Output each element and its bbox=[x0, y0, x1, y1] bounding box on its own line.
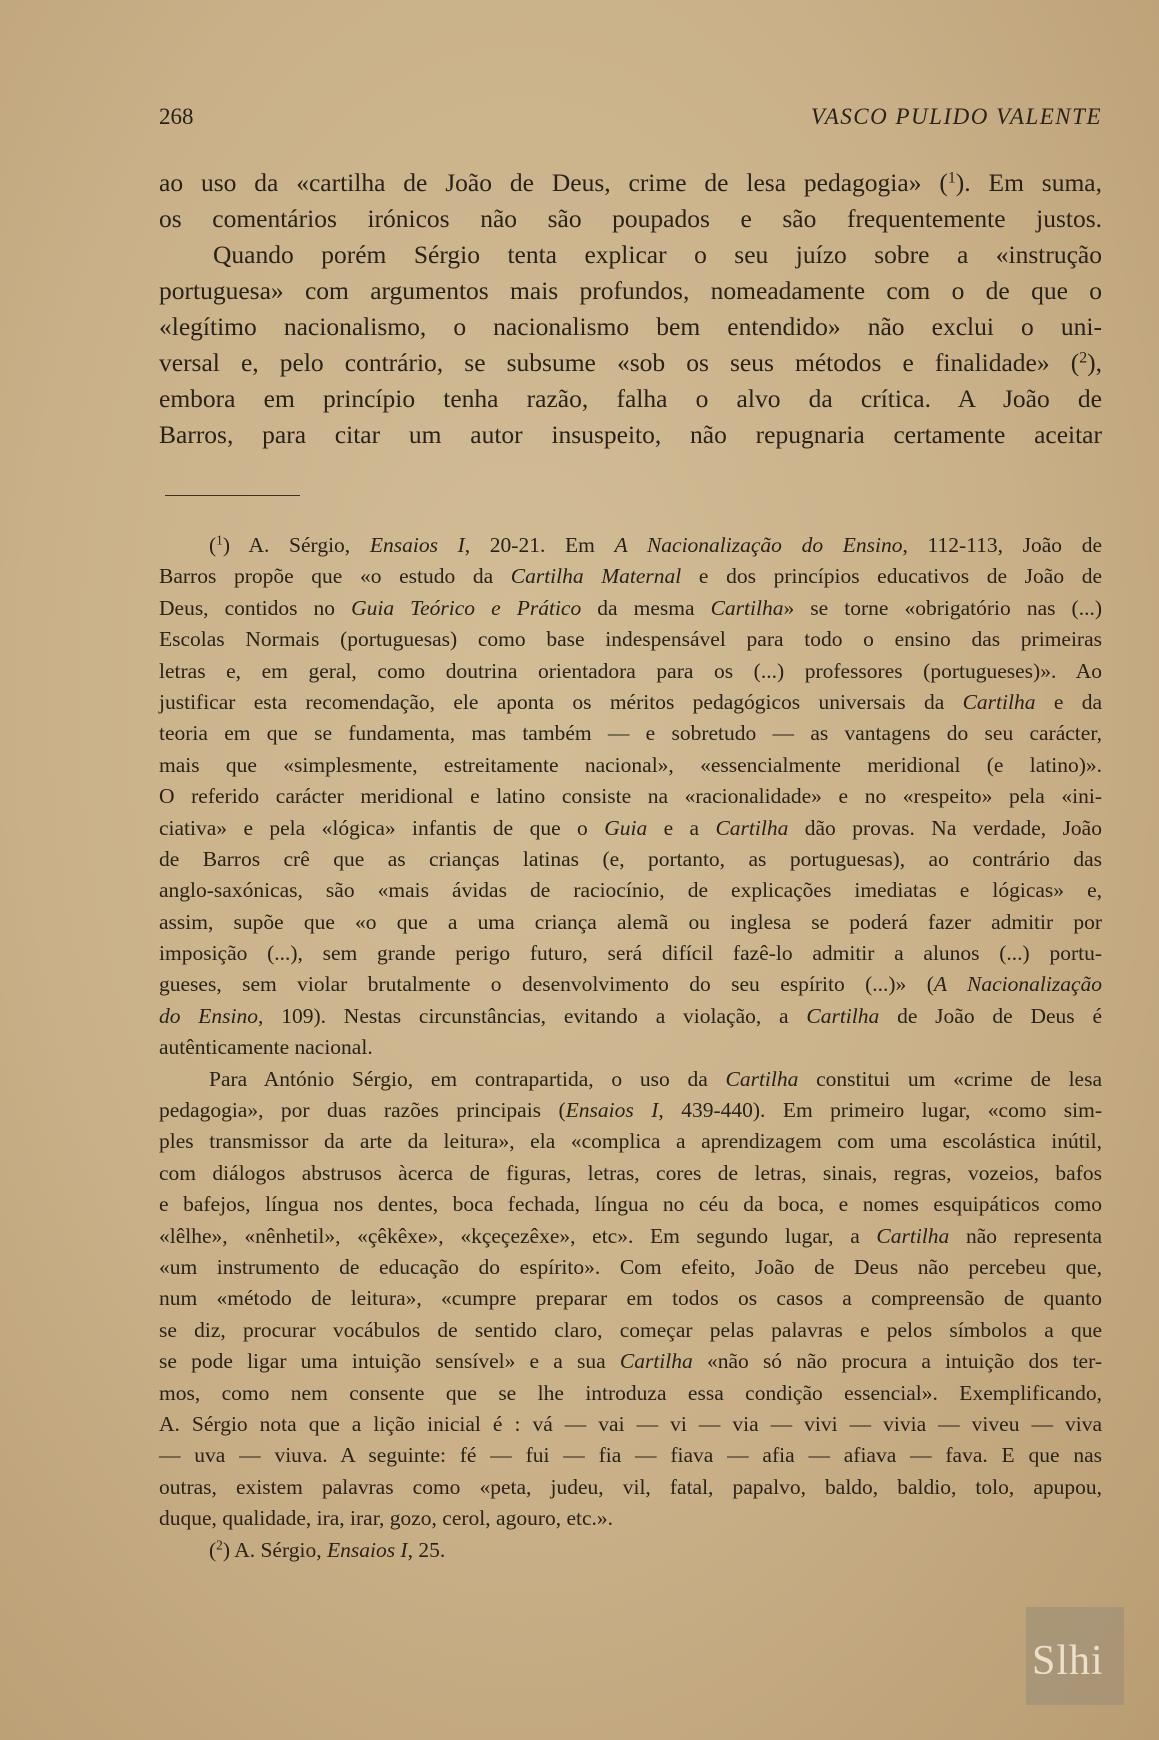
footnote-line: se pode ligar uma intuição sensível» e a sua Cartilha «não só não procura a intuição dos ter- bbox=[159, 1349, 1102, 1374]
body-line: versal e, pelo contrário, se subsume «sob os seus métodos e finalidade» ($^2$), bbox=[159, 348, 1102, 377]
body-text bbox=[159, 165, 1102, 453]
footnote-line: se diz, procurar vocábulos de sentido claro, começar pelas palavras e pelos símbolos a que bbox=[159, 1317, 1102, 1342]
footnote-line: imposição (...), sem grande perigo futuro, será difícil fazê-lo admitir a alunos (...) portu- bbox=[159, 941, 1102, 966]
watermark-text: Slhi bbox=[1032, 1638, 1104, 1684]
footnote-line: letras e, em geral, como doutrina orientadora para os (...) professores (portugueses)». Ao bbox=[159, 658, 1102, 683]
footnote-line: de Barros crê que as crianças latinas (e, portanto, as portuguesas), ao contrário das bbox=[159, 846, 1102, 871]
footnotes bbox=[159, 530, 1102, 1566]
footnote-2: ($^2$) A. Sérgio, Ensaios I, 25. bbox=[209, 1537, 446, 1562]
running-head: VASCO PULIDO VALENTE bbox=[810, 104, 1102, 129]
footnote-line: mos, como nem consente que se lhe introduza essa condição essencial». Exemplificando, bbox=[159, 1380, 1102, 1405]
footnote-line: assim, supõe que «o que a uma criança alemã ou inglesa se poderá fazer admitir por bbox=[159, 909, 1102, 934]
footnote-line: num «método de leitura», «cumpre preparar em todos os casos a compreensão de quanto bbox=[159, 1286, 1102, 1311]
footnote-line: ($^1$) A. Sérgio, Ensaios I, 20-21. Em A Nacionalização do Ensino, 112-113, João de bbox=[209, 532, 1102, 557]
footnote-line: com diálogos abstrusos àcerca de figuras, letras, cores de letras, sinais, regras, vozeios, bafos bbox=[159, 1160, 1102, 1185]
body-line: Barros, para citar um autor insuspeito, não repugnaria certamente aceitar bbox=[159, 420, 1102, 449]
footnote-line: gueses, sem violar brutalmente o desenvolvimento do seu espírito (...)» (A Nacionalização bbox=[159, 972, 1102, 997]
footnote-line: Deus, contidos no Guia Teórico e Prático da mesma Cartilha» se torne «obrigatório nas (...) bbox=[159, 595, 1102, 620]
watermark-logo bbox=[1026, 1607, 1124, 1705]
footnote-line: anglo-saxónicas, são «mais ávidas de raciocínio, de explicações imediatas e lógicas» e, bbox=[159, 878, 1102, 903]
footnote-line: mais que «simplesmente, estreitamente nacional», «essencialmente meridional (e latino)». bbox=[159, 752, 1102, 777]
footnote-line: «lêlhe», «nênhetil», «çêkêxe», «kçeçezêxe», etc». Em segundo lugar, a Cartilha não representa bbox=[159, 1223, 1102, 1248]
footnote-line: Escolas Normais (portuguesas) como base indespensável para todo o ensino das primeiras bbox=[159, 627, 1102, 652]
body-line: «legítimo nacionalismo, o nacionalismo bem entendido» não exclui o uni- bbox=[159, 312, 1102, 341]
page-header bbox=[159, 104, 1102, 136]
body-line: ao uso da «cartilha de João de Deus, crime de lesa pedagogia» ($^1$). Em suma, bbox=[159, 168, 1102, 197]
footnote-line: teoria em que se fundamenta, mas também — e sobretudo — as vantagens do seu carácter, bbox=[159, 721, 1102, 746]
body-line: Quando porém Sérgio tenta explicar o seu juízo sobre a «instrução bbox=[213, 240, 1102, 269]
footnote-line: do Ensino, 109). Nestas circunstâncias, evitando a violação, a Cartilha de João de Deus é bbox=[159, 1003, 1102, 1028]
footnote-line: «um instrumento de educação do espírito». Com efeito, João de Deus não percebeu que, bbox=[159, 1254, 1102, 1279]
body-line: os comentários irónicos não são poupados e são frequentemente justos. bbox=[159, 204, 1102, 233]
footnote-line: Para António Sérgio, em contrapartida, o uso da Cartilha constitui um «crime de lesa bbox=[209, 1066, 1103, 1091]
footnote-line: autênticamente nacional. bbox=[159, 1035, 373, 1060]
body-line: embora em princípio tenha razão, falha o alvo da crítica. A João de bbox=[159, 384, 1102, 413]
footnote-line: e bafejos, língua nos dentes, boca fechada, língua no céu da boca, e nomes esquipáticos como bbox=[159, 1192, 1102, 1217]
footnote-line: outras, existem palavras como «peta, judeu, vil, fatal, papalvo, baldo, baldio, tolo, apupou, bbox=[159, 1474, 1102, 1499]
footnote-line: justificar esta recomendação, ele aponta os méritos pedagógicos universais da Cartilha e da bbox=[159, 689, 1102, 714]
body-line: portuguesa» com argumentos mais profundos, nomeadamente com o de que o bbox=[159, 276, 1102, 305]
footnote-line: — uva — viuva. A seguinte: fé — fui — fia — fiava — afia — afiava — fava. E que nas bbox=[159, 1443, 1102, 1468]
footnote-line: duque, qualidade, ira, irar, gozo, cerol, agouro, etc.». bbox=[159, 1506, 614, 1531]
footnote-line: ples transmissor da arte da leitura», ela «complica a aprendizagem com uma escolástica inútil, bbox=[159, 1129, 1102, 1154]
footnote-line: Barros propõe que «o estudo da Cartilha Maternal e dos princípios educativos de João de bbox=[159, 564, 1102, 589]
footnote-line: pedagogia», por duas razões principais (Ensaios I, 439-440). Em primeiro lugar, «como sim- bbox=[159, 1098, 1103, 1123]
footnote-line: ciativa» e pela «lógica» infantis de que o Guia e a Cartilha dão provas. Na verdade, João bbox=[159, 815, 1102, 840]
footnote-line: A. Sérgio nota que a lição inicial é : vá — vai — vi — via — vivi — vivia — viveu — viva bbox=[159, 1411, 1102, 1436]
page-number: 268 bbox=[159, 104, 194, 129]
footnote-separator bbox=[165, 495, 300, 496]
footnote-line: O referido carácter meridional e latino consiste na «racionalidade» e no «respeito» pela «ini- bbox=[159, 784, 1102, 809]
